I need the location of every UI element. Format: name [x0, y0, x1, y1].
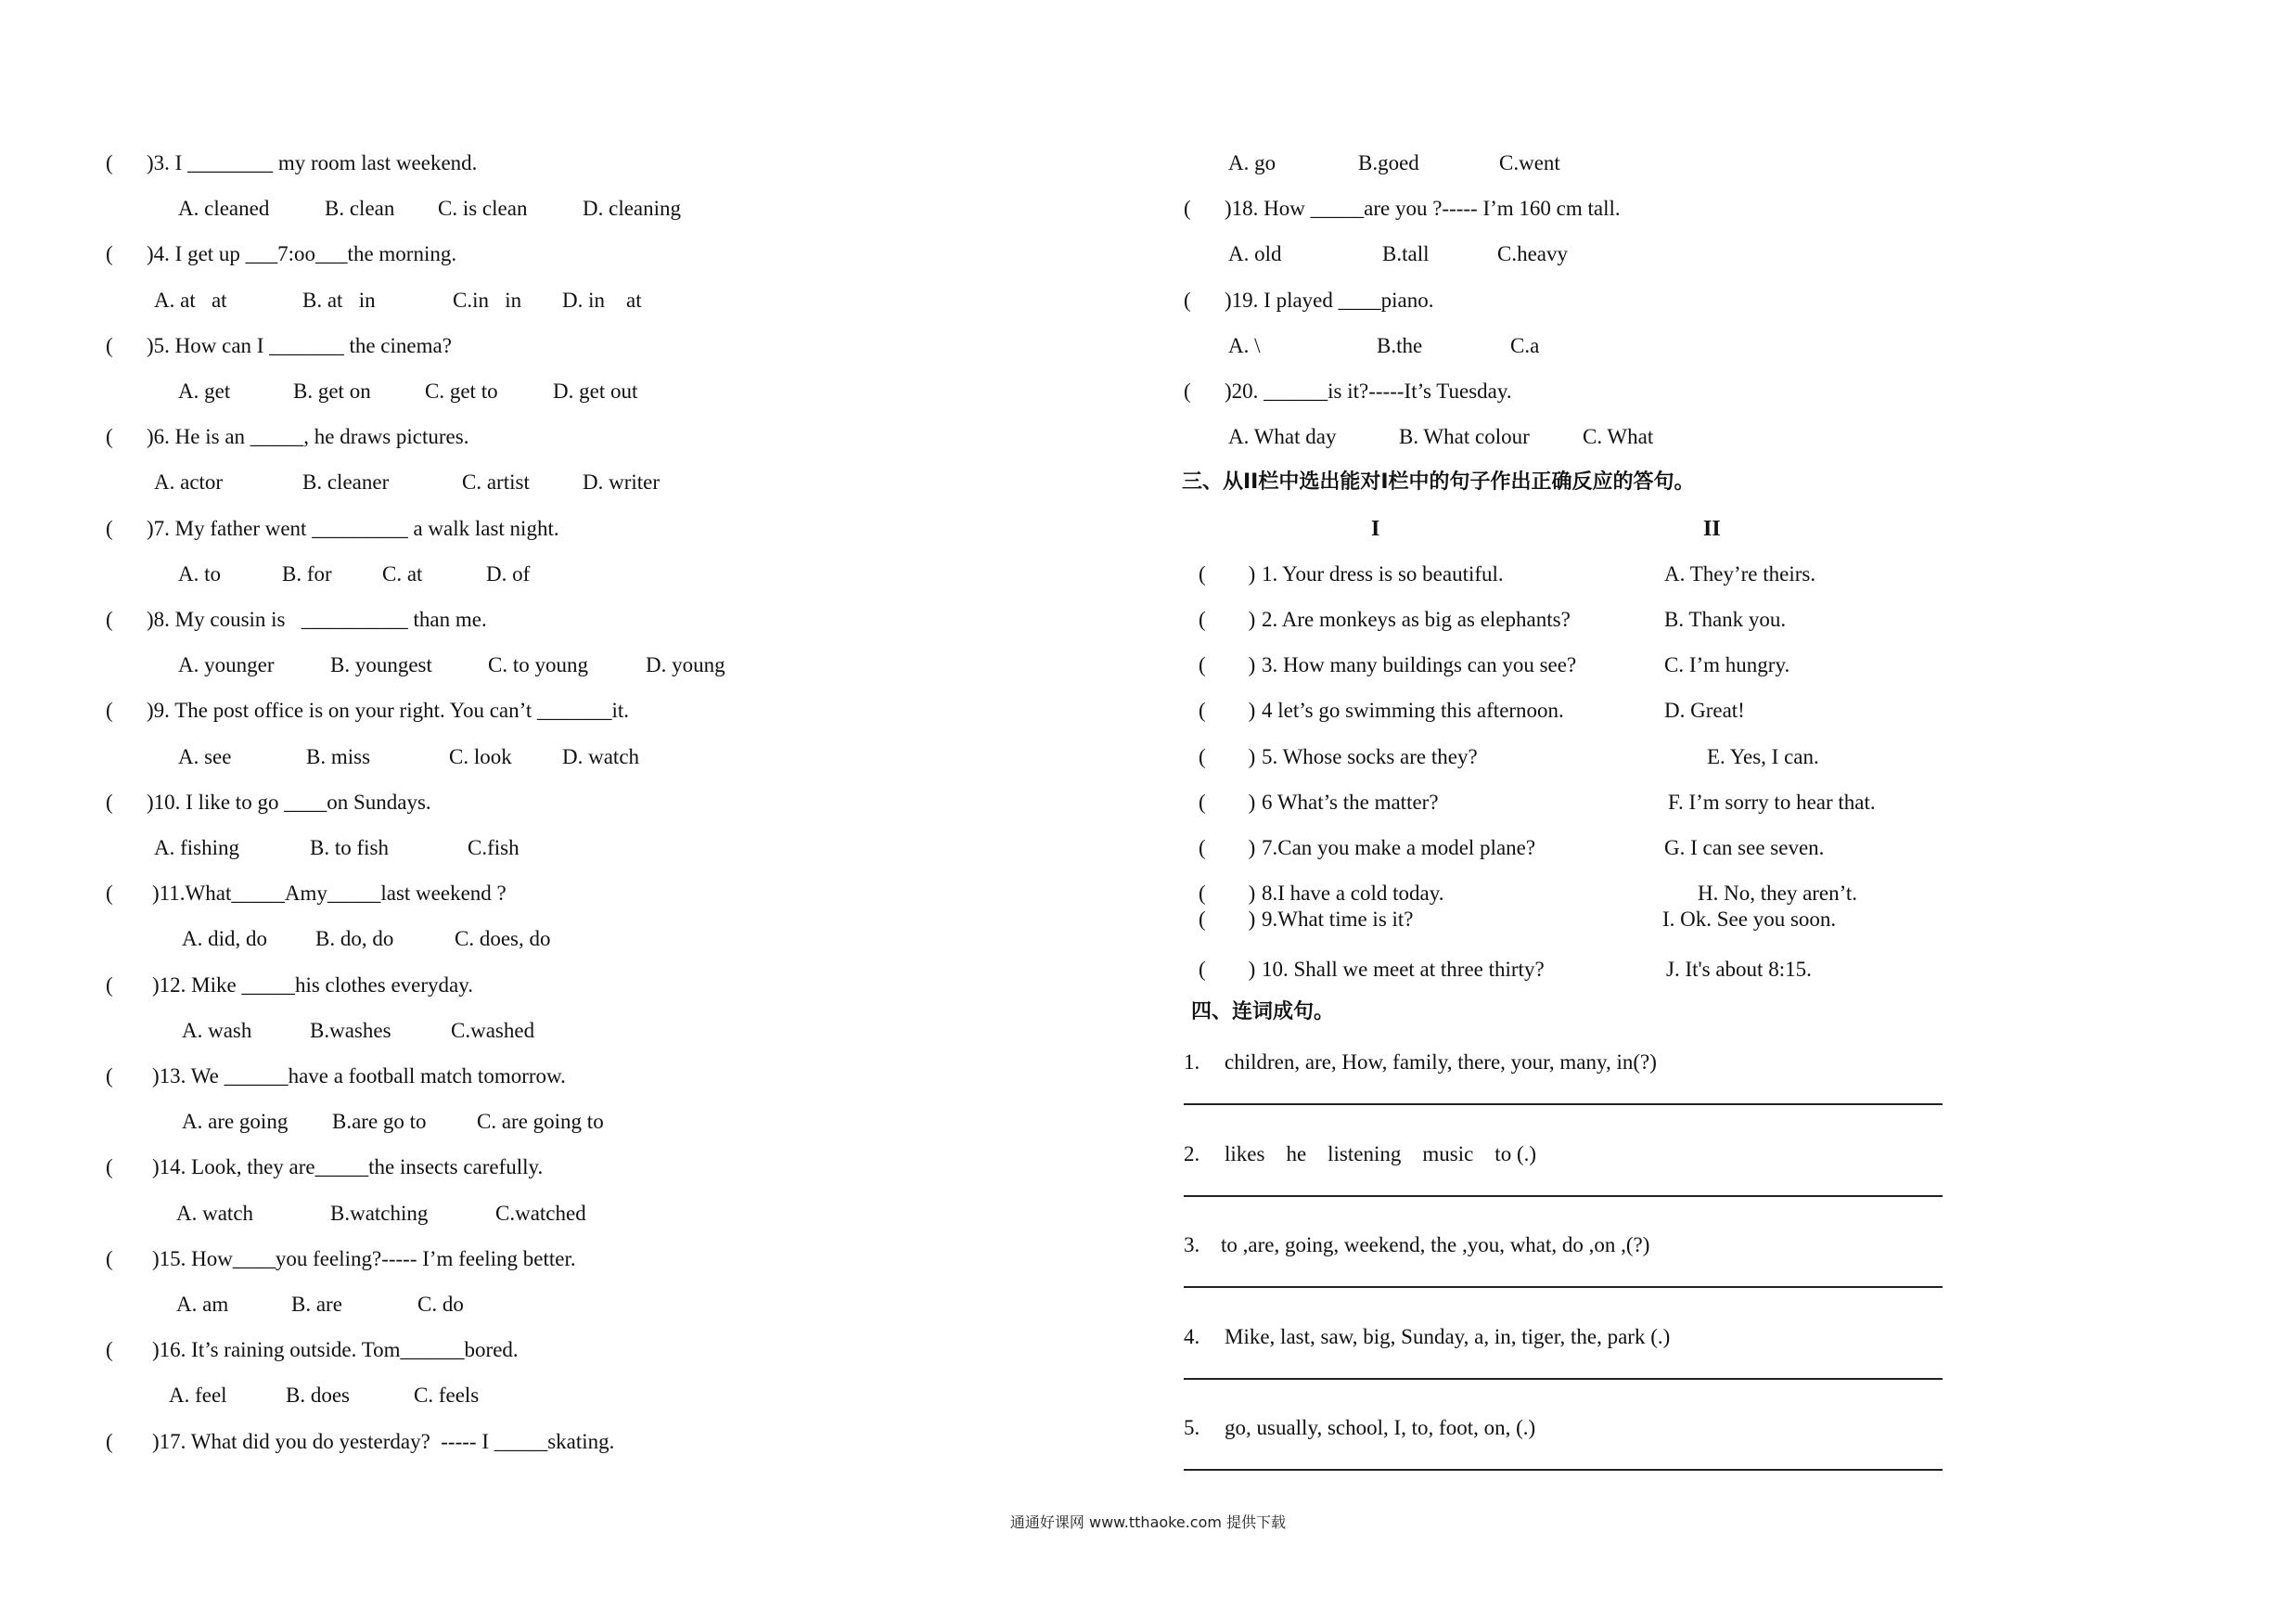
answer-paren: ( ) [1199, 608, 1256, 631]
matching-answer: J. It's about 8:15. [1666, 958, 1812, 982]
answer-paren: ( [106, 151, 113, 174]
matching-answer: B. Thank you. [1664, 608, 1787, 631]
answer-option: C. get to [425, 380, 498, 403]
matching-prompt: 1. Your dress is so beautiful. [1262, 561, 1504, 586]
matching-answer: G. I can see seven. [1664, 836, 1825, 859]
answer-option: A. What day [1228, 425, 1337, 449]
answer-option: B.are go to [332, 1110, 427, 1134]
answer-paren: ( [106, 1155, 113, 1179]
matching-prompt: 10. Shall we meet at three thirty? [1262, 958, 1545, 982]
answer-paren: ( ) [1199, 958, 1256, 982]
section-4-heading: 四、连词成句。 [1191, 1000, 1335, 1024]
answer-option: B. miss [306, 744, 371, 768]
answer-option: D. in at [562, 288, 642, 312]
answer-option: A. feel [169, 1384, 227, 1408]
answer-paren: ( [106, 1246, 113, 1270]
answer-option: D. cleaning [583, 197, 682, 221]
answer-option: B. What colour [1399, 425, 1530, 449]
answer-option: D. young [646, 653, 725, 677]
answer-option: B. for [282, 561, 332, 586]
answer-option: B. do, do [315, 927, 394, 951]
matching-prompt: 2. Are monkeys as big as elephants? [1262, 608, 1571, 631]
answer-line [1184, 1469, 1943, 1471]
answer-option: A. at at [154, 288, 227, 312]
answer-option: B. youngest [330, 653, 432, 677]
question-stem: )4. I get up ___7:oo___the morning. [147, 242, 457, 266]
question-stem: )11.What_____Amy_____last weekend ? [152, 882, 507, 906]
answer-paren: ( ) [1199, 653, 1256, 677]
answer-option: B.goed [1358, 151, 1419, 174]
question-stem: )7. My father went _________ a walk last night. [147, 516, 559, 540]
answer-option: C.washed [451, 1018, 535, 1042]
page-footer: 通通好课网 www.tthaoke.com 提供下载 [1009, 1513, 1287, 1531]
answer-paren: ( [106, 972, 113, 997]
section-3-heading: 三、从II栏中选出能对I栏中的句子作出正确反应的答句。 [1182, 470, 1695, 495]
answer-option: A. old [1228, 242, 1282, 266]
answer-option: A. cleaned [178, 197, 270, 221]
question-stem: )5. How can I _______ the cinema? [147, 333, 452, 357]
question-stem: )16. It’s raining outside. Tom______bored. [152, 1338, 519, 1362]
answer-paren: ( [106, 790, 113, 814]
answer-paren: ( ) [1199, 790, 1256, 814]
answer-paren: ( [106, 425, 113, 449]
answer-option: C. do [417, 1293, 464, 1316]
word-list: likes he listening music to (.) [1225, 1141, 1537, 1165]
answer-option: C. look [449, 744, 512, 768]
matching-prompt: 4 let’s go swimming this afternoon. [1262, 699, 1564, 723]
answer-line [1184, 1378, 1943, 1380]
item-number: 4. [1184, 1324, 1200, 1348]
answer-option: A. are going [182, 1110, 289, 1134]
answer-option: B. are [291, 1293, 342, 1316]
answer-option: B.the [1377, 333, 1423, 357]
answer-option: A. younger [178, 653, 275, 677]
answer-paren: ( [106, 516, 113, 540]
answer-line [1184, 1286, 1943, 1288]
answer-option: A. did, do [182, 927, 267, 951]
question-stem: )9. The post office is on your right. You can’t _______it. [147, 699, 630, 723]
answer-option: C. feels [414, 1384, 480, 1408]
matching-answer: A. They’re theirs. [1664, 561, 1816, 586]
answer-paren: ( [1184, 197, 1191, 221]
question-stem: )19. I played ____piano. [1225, 288, 1434, 312]
answer-paren: ( ) [1199, 882, 1256, 906]
answer-line [1184, 1103, 1943, 1105]
answer-option: C. to young [488, 653, 588, 677]
matching-prompt: 8.I have a cold today. [1262, 882, 1444, 906]
item-number: 5. [1184, 1416, 1200, 1440]
column-ii-heading: II [1703, 516, 1721, 541]
question-stem: )3. I ________ my room last weekend. [147, 151, 478, 174]
answer-paren: ( ) [1199, 836, 1256, 859]
answer-paren: ( [106, 1338, 113, 1362]
answer-line [1184, 1195, 1943, 1197]
answer-paren: ( [106, 882, 113, 906]
answer-paren: ( ) [1199, 744, 1256, 768]
word-list: to ,are, going, weekend, the ,you, what, do ,on ,(?) [1221, 1233, 1650, 1257]
answer-option: C. does, do [455, 927, 551, 951]
answer-option: B.watching [330, 1201, 429, 1225]
item-number: 3. [1184, 1233, 1200, 1257]
answer-option: C.a [1510, 333, 1540, 357]
answer-paren: ( ) [1199, 561, 1256, 586]
question-stem: )17. What did you do yesterday? ----- I _____skating. [152, 1429, 615, 1453]
question-stem: )6. He is an _____, he draws pictures. [147, 425, 469, 449]
answer-option: B.tall [1382, 242, 1430, 266]
question-stem: )15. How____you feeling?----- I’m feeling better. [152, 1246, 576, 1270]
item-number: 2. [1184, 1141, 1200, 1165]
answer-paren: ( [106, 1429, 113, 1453]
answer-option: C. artist [462, 470, 530, 495]
answer-option: C. is clean [438, 197, 528, 221]
answer-option: A. see [178, 744, 232, 768]
answer-paren: ( [106, 242, 113, 266]
answer-option: C.heavy [1497, 242, 1569, 266]
answer-option: A. am [176, 1293, 229, 1316]
answer-option: C.watched [495, 1201, 586, 1225]
answer-paren: ( [1184, 380, 1191, 403]
answer-option: B. get on [293, 380, 371, 403]
answer-option: B. cleaner [302, 470, 390, 495]
word-list: children, are, How, family, there, your, many, in(?) [1225, 1050, 1657, 1075]
matching-answer: I. Ok. See you soon. [1662, 908, 1837, 932]
answer-paren: ( ) [1199, 699, 1256, 723]
answer-option: C.in in [453, 288, 522, 312]
matching-answer: C. I’m hungry. [1664, 653, 1790, 677]
matching-answer: E. Yes, I can. [1707, 744, 1819, 768]
answer-option: C.fish [468, 836, 519, 859]
matching-prompt: 6 What’s the matter? [1262, 790, 1439, 814]
answer-option: A. wash [182, 1018, 252, 1042]
answer-option: B. does [286, 1384, 350, 1408]
answer-paren: ( [106, 1064, 113, 1088]
question-stem: )10. I like to go ____on Sundays. [147, 790, 431, 814]
answer-paren: ( [106, 699, 113, 723]
answer-option: C.went [1499, 151, 1560, 174]
matching-prompt: 7.Can you make a model plane? [1262, 836, 1536, 859]
question-stem: )13. We ______have a football match tomorrow. [152, 1064, 566, 1088]
word-list: go, usually, school, I, to, foot, on, (.) [1225, 1416, 1536, 1440]
answer-option: A. actor [154, 470, 224, 495]
answer-option: D. writer [583, 470, 661, 495]
matching-answer: D. Great! [1664, 699, 1745, 723]
matching-answer: H. No, they aren’t. [1698, 882, 1858, 906]
answer-option: A. to [178, 561, 221, 586]
answer-option: C. What [1583, 425, 1654, 449]
matching-prompt: 9.What time is it? [1262, 908, 1414, 932]
question-stem: )18. How _____are you ?----- I’m 160 cm tall. [1225, 197, 1621, 221]
question-stem: )8. My cousin is __________ than me. [147, 608, 487, 631]
word-list: Mike, last, saw, big, Sunday, a, in, tiger, the, park (.) [1225, 1324, 1671, 1348]
answer-option: B. at in [302, 288, 376, 312]
answer-paren: ( [1184, 288, 1191, 312]
answer-option: C. at [382, 561, 423, 586]
matching-prompt: 5. Whose socks are they? [1262, 744, 1478, 768]
answer-paren: ( ) [1199, 908, 1256, 932]
question-stem: )20. ______is it?-----It’s Tuesday. [1225, 380, 1512, 403]
answer-option: D. of [486, 561, 531, 586]
answer-option: A. go [1228, 151, 1276, 174]
answer-option: D. get out [553, 380, 638, 403]
matching-prompt: 3. How many buildings can you see? [1262, 653, 1577, 677]
matching-answer: F. I’m sorry to hear that. [1668, 790, 1876, 814]
answer-option: A. get [178, 380, 231, 403]
answer-option: C. are going to [477, 1110, 604, 1134]
question-stem: )14. Look, they are_____the insects carefully. [152, 1155, 544, 1179]
answer-option: B.washes [310, 1018, 391, 1042]
column-i-heading: I [1371, 516, 1380, 541]
answer-paren: ( [106, 608, 113, 631]
answer-option: B. to fish [310, 836, 389, 859]
question-stem: )12. Mike _____his clothes everyday. [152, 972, 473, 997]
item-number: 1. [1184, 1050, 1200, 1075]
answer-option: A. \ [1228, 333, 1261, 357]
answer-option: A. watch [176, 1201, 254, 1225]
answer-option: B. clean [325, 197, 395, 221]
answer-paren: ( [106, 333, 113, 357]
answer-option: A. fishing [154, 836, 239, 859]
answer-option: D. watch [562, 744, 640, 768]
